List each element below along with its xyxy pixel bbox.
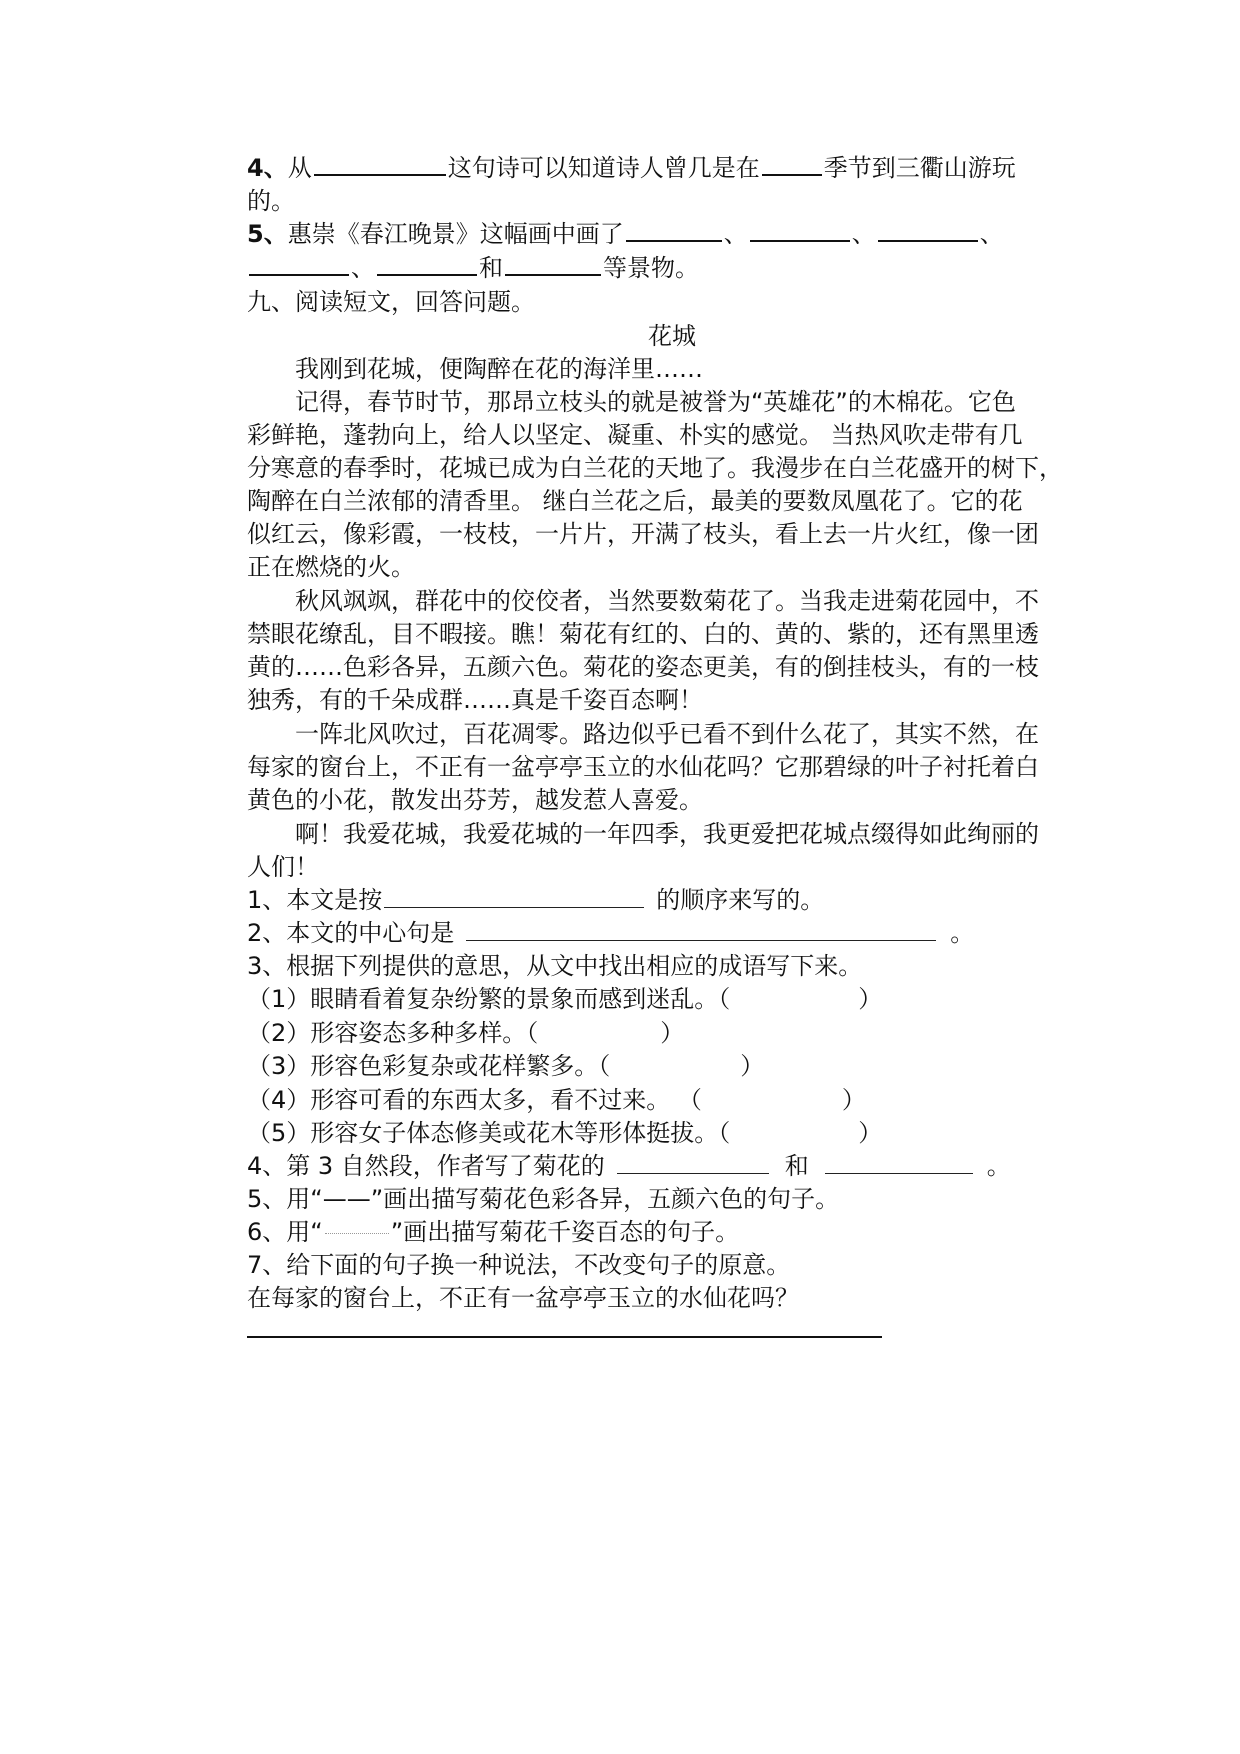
passage-line: 陶醉在白兰浓郁的清香里。 继白兰花之后，最美的要数凤凰花了。它的花 [247, 487, 1023, 515]
q5-blank-4[interactable] [249, 254, 349, 276]
q5-blank-1[interactable] [626, 220, 722, 242]
q5-blank-6[interactable] [505, 254, 601, 276]
q3-sub-text: （1）眼睛看着复杂纷繁的景象而感到迷乱。（ [247, 985, 731, 1013]
passage-line: 秋风飒飒，群花中的佼佼者，当然要数菊花了。当我走进菊花园中，不 [295, 587, 1039, 615]
q4-blank-season[interactable] [762, 154, 822, 176]
q3-sub-close: ） [740, 1052, 765, 1080]
q3-sub-text: （2）形容姿态多种多样。（ [247, 1019, 539, 1047]
q3-sub-close: ） [858, 985, 883, 1013]
section9-heading: 九、阅读短文，回答问题。 [247, 288, 535, 316]
q5-blank-5[interactable] [377, 254, 477, 276]
passage-line: 每家的窗台上，不正有一盆亭亭玉立的水仙花吗？它那碧绿的叶子衬托着白 [247, 753, 1039, 781]
q4-blank-poem[interactable] [314, 154, 446, 176]
q5-number: 5、 [247, 220, 288, 248]
passage-line: 分寒意的春季时，花城已成为白兰花的天地了。我漫步在白兰花盛开的树下， [247, 454, 1063, 482]
q5-text-a: 惠崇《春江晚景》这幅画中画了 [287, 220, 624, 248]
q3-sub-3 [247, 1048, 764, 1084]
q2-text-a: 2、本文的中心句是 [247, 919, 455, 947]
q4-line [247, 150, 1016, 186]
q3-sub-text: （3）形容色彩复杂或花样繁多。（ [247, 1052, 611, 1080]
q3-sub-text: （5）形容女子体态修美或花木等形体挺拔。（ [247, 1119, 731, 1147]
q4b-text-a: 4、第 3 自然段，作者写了菊花的 [247, 1152, 605, 1180]
q5-blank-3[interactable] [878, 220, 978, 242]
passage-line: 一阵北风吹过，百花凋零。路边似乎已看不到什么花了，其实不然，在 [295, 720, 1039, 748]
q6-wavy-rule [325, 1233, 389, 1234]
passage-line: 黄色的小花，散发出芬芳，越发惹人喜爱。 [247, 786, 703, 814]
passage-line: 彩鲜艳，蓬勃向上，给人以坚定、凝重、朴实的感觉。 当热风吹走带有几 [247, 421, 1023, 449]
q4b-and: 和 [784, 1152, 809, 1180]
q3-sub-close: ） [660, 1019, 685, 1047]
q5-line [247, 216, 1004, 252]
q5-line-cont [247, 250, 699, 286]
passage-line: 正在燃烧的火。 [247, 553, 415, 581]
q5-blank-2[interactable] [750, 220, 850, 242]
q5-sep-1: 、 [723, 220, 748, 248]
q6-text-b: ”画出描写菊花千姿百态的句子。 [390, 1218, 740, 1246]
q3-sub-2 [247, 1015, 684, 1051]
passage-title: 花城 [648, 322, 696, 350]
q4-text-a: 从 [287, 154, 312, 182]
q3-sub-close: ） [858, 1119, 883, 1147]
q3-sub-4 [247, 1082, 866, 1118]
q4-text-cont: 的。 [247, 187, 295, 215]
passage-line: 记得，春节时节，那昂立枝头的就是被誉为“英雄花”的木棉花。它色 [295, 388, 1016, 416]
passage-line: 啊！我爱花城，我爱花城的一年四季，我更爱把花城点缀得如此绚丽的 [295, 820, 1039, 848]
q4-text-b: 这句诗可以知道诗人曾几是在 [447, 154, 760, 182]
question-6 [247, 1214, 739, 1250]
q2-blank[interactable] [466, 920, 936, 941]
question-4 [247, 1148, 1011, 1184]
q5-sep-4: 、 [351, 254, 375, 282]
q5-sep-3: 、 [979, 220, 1004, 248]
question-1 [247, 882, 824, 918]
q4b-blank-1[interactable] [617, 1153, 769, 1174]
passage-line: 独秀，有的千朵成群……真是千姿百态啊！ [247, 686, 703, 714]
q4-text-c: 季节到三衢山游玩 [823, 154, 1016, 182]
passage-line: 禁眼花缭乱，目不暇接。瞧！菊花有红的、白的、黄的、紫的，还有黑里透 [247, 620, 1039, 648]
passage-line: 黄的……色彩各异，五颜六色。菊花的姿态更美，有的倒挂枝头，有的一枝 [247, 653, 1039, 681]
q2-text-b: 。 [950, 919, 975, 947]
q5-text-end: 等景物。 [603, 254, 699, 282]
q6-text-a: 6、用“ [247, 1218, 323, 1246]
question-5: 5、用“——”画出描写菊花色彩各异，五颜六色的句子。 [247, 1185, 840, 1213]
q3-sub-close: ） [841, 1086, 866, 1114]
passage-line: 我刚到花城，便陶醉在花的海洋里…… [295, 355, 703, 383]
passage-line: 人们！ [247, 853, 319, 881]
q3-sub-text: （4）形容可看的东西太多，看不过来。 （ [247, 1086, 702, 1114]
q4-number: 4、 [247, 154, 288, 182]
question-7: 7、给下面的句子换一种说法，不改变句子的原意。 [247, 1251, 791, 1279]
q4b-end: 。 [986, 1152, 1011, 1180]
question-2 [247, 915, 974, 951]
answer-line[interactable] [247, 1336, 882, 1338]
q1-blank[interactable] [384, 887, 644, 908]
q3-sub-5 [247, 1115, 882, 1151]
q1-text-a: 1、本文是按 [247, 886, 383, 914]
q5-and: 和 [479, 254, 503, 282]
q1-text-b: 的顺序来写的。 [656, 886, 825, 914]
q3-sub-1 [247, 981, 882, 1017]
q5-sep-2: 、 [851, 220, 876, 248]
question-3: 3、根据下列提供的意思，从文中找出相应的成语写下来。 [247, 952, 863, 980]
q4-line-cont [247, 183, 295, 219]
q4b-blank-2[interactable] [825, 1153, 973, 1174]
passage-line: 似红云，像彩霞，一枝枝，一片片，开满了枝头，看上去一片火红，像一团 [247, 520, 1039, 548]
question-7-sentence: 在每家的窗台上，不正有一盆亭亭玉立的水仙花吗？ [247, 1284, 799, 1312]
